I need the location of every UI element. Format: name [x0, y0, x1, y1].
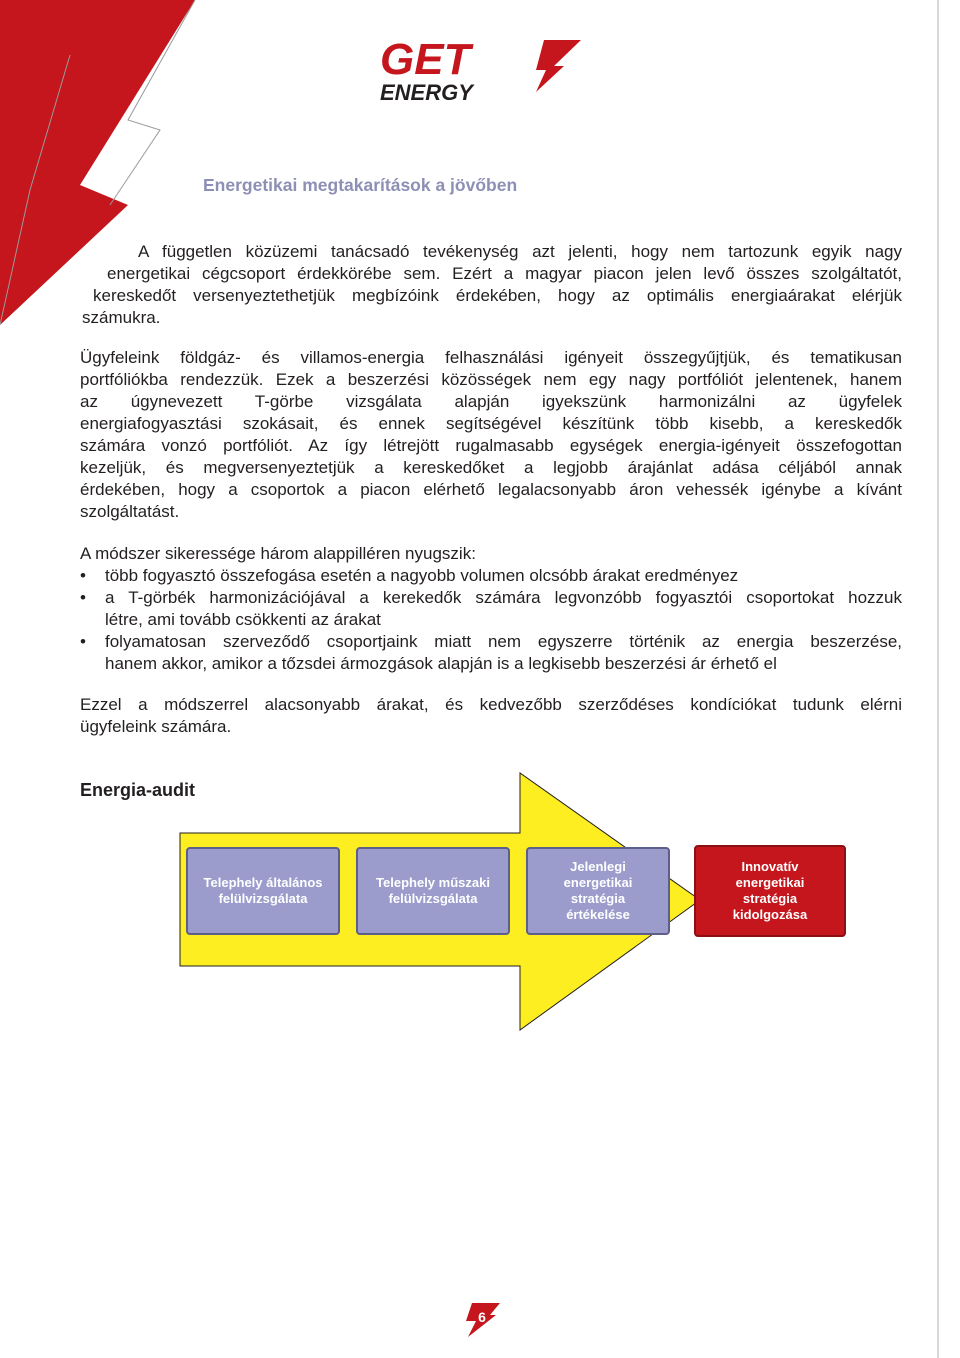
- energia-audit-title: Energia-audit: [80, 780, 196, 800]
- paragraph-1-line: A független közüzemi tanácsadó tevékenység azt jelenti, hogy nem tartozunk egyik nagy: [138, 242, 902, 261]
- audit-step-4: [694, 845, 846, 937]
- audit-step-3: [526, 847, 670, 935]
- paragraph-2-line: kezeljük, és megversenyeztetjük a kereskedőket a legjobb árajánlat adása céljából annak: [80, 458, 902, 477]
- bullet-text: több fogyasztó összefogása esetén a nagyobb volumen olcsóbb árakat eredményez: [105, 566, 739, 585]
- paragraph-2-line: az úgynevezett T-görbe vizsgálata alapján igyekszünk harmonizálni az ügyfelek: [80, 392, 902, 411]
- paragraph-2-line: energiafogyasztási szokásait, és ennek segítségével készítünk több kisebb, a kereskedők: [80, 414, 902, 433]
- paragraph-2-line: érdekében, hogy a csoportok a piacon elérhető legalacsonyabb áron vehessék igénybe a kívánt: [80, 480, 902, 499]
- paragraph-2-line: portfóliókba rendezzük. Ezek a beszerzési közösségek nem egy nagy portfóliót jelentenek, hanem: [80, 370, 902, 389]
- paragraph-1-line: számukra.: [82, 308, 161, 327]
- page-heading: Energetikai megtakarítások a jövőben: [203, 175, 518, 195]
- bullet-marker: •: [80, 632, 86, 651]
- conclusion-line: ügyfeleink számára.: [80, 717, 232, 736]
- page-number: 6: [478, 1309, 486, 1325]
- page-number-badge: [464, 1303, 500, 1337]
- audit-step-label: Telephely általános felülvizsgálata: [203, 875, 323, 906]
- audit-step-1: [186, 847, 340, 935]
- paragraph-2-line: számára vonzó portfóliót. Az így létrejött rugalmasabb egységek energia-igényeit összefogottan: [80, 436, 902, 455]
- bullet-text: folyamatosan szerveződő csoportjaink miatt nem egyszerre történik az energia beszerzése,: [105, 632, 902, 651]
- bullet-text: a T-görbék harmonizációjával a kerekedők számára legvonzóbb fogyasztói csoportokat hozzuk: [105, 588, 902, 607]
- paragraph-1-line: energetikai cégcsoport érdekkörébe sem. Ezért a magyar piacon jelen levő összes szolgáltatót,: [107, 264, 902, 283]
- logo-wordmark-bottom: ENERGY: [380, 80, 473, 104]
- bullet-marker: •: [80, 588, 86, 607]
- method-intro: A módszer sikeressége három alappilléren nyugszik:: [80, 544, 476, 563]
- bullet-marker: •: [80, 566, 86, 585]
- audit-step-label: Innovatív energetikai stratégia kidolgozása: [732, 859, 808, 922]
- audit-step-label: Telephely műszaki felülvizsgálata: [376, 875, 490, 906]
- audit-step-label: Jelenlegi energetikai stratégia értékelése: [563, 859, 633, 922]
- logo-wordmark-top: GET: [380, 35, 471, 84]
- audit-step-2: [356, 847, 510, 935]
- bullet-text: hanem akkor, amikor a tőzsdei ármozgások alapján is a legkisebb beszerzési ár érhető el: [105, 654, 777, 673]
- paragraph-2-line: szolgáltatást.: [80, 502, 180, 521]
- paragraph-1-line: kereskedőt versenyeztethetjük megbízóink érdekében, hogy az optimális energiaárakat elérjük: [93, 286, 902, 305]
- paragraph-2-line: Ügyfeleink földgáz- és villamos-energia felhasználási igényeit összegyűjtjük, és tematikusan: [80, 348, 902, 367]
- conclusion-line: Ezzel a módszerrel alacsonyabb árakat, és kedvezőbb szerződéses kondíciókat tudunk elérni: [80, 695, 902, 714]
- bullet-text: létre, ami tovább csökkenti az árakat: [105, 610, 381, 629]
